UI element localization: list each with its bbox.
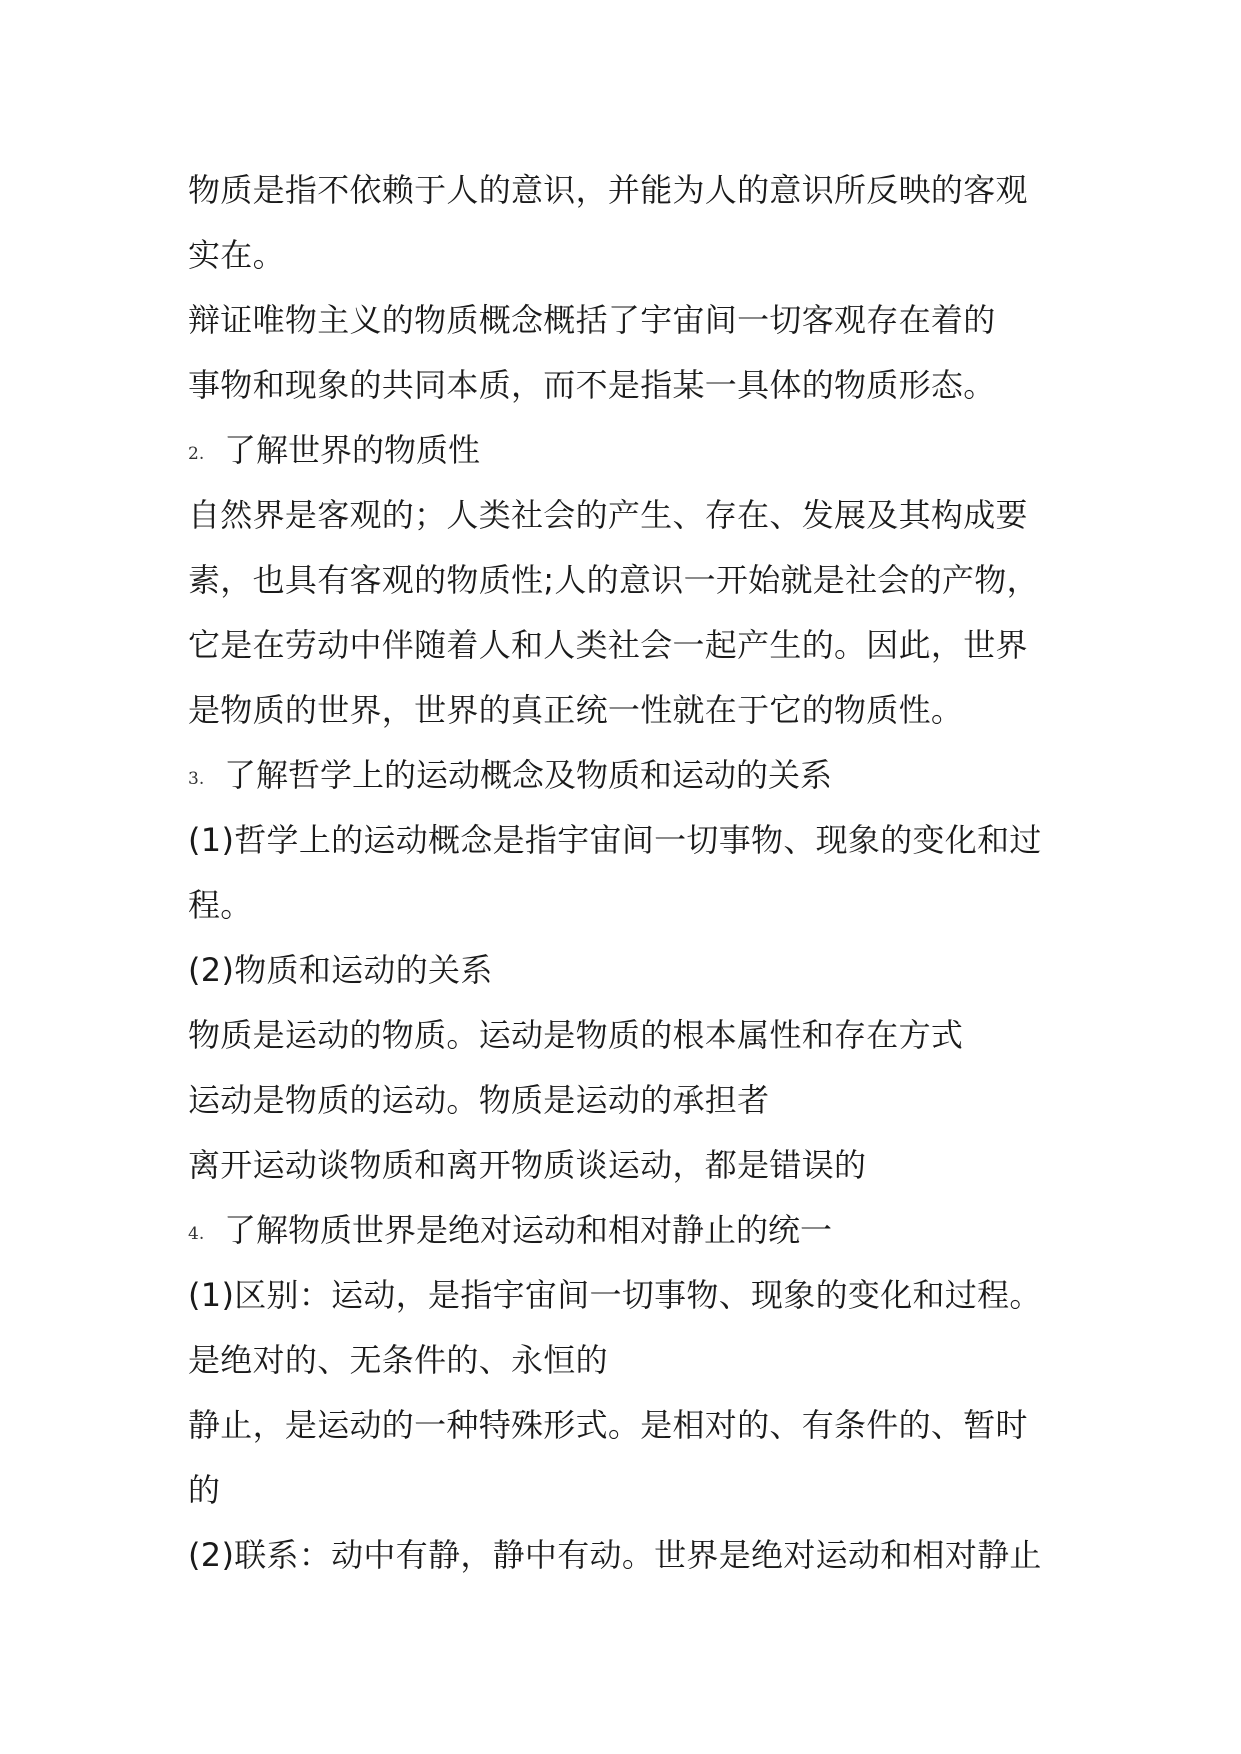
text-line: 它是在劳动中伴随着人和人类社会一起产生的。因此，世界 xyxy=(188,626,1028,664)
text-line: 是物质的世界，世界的真正统一性就在于它的物质性。 xyxy=(188,691,964,729)
text-line: 离开运动谈物质和离开物质谈运动，都是错误的 xyxy=(188,1146,867,1184)
text-line: (2)物质和运动的关系 xyxy=(188,951,493,989)
text-line: (1)区别：运动，是指宇宙间一切事物、现象的变化和过程。 xyxy=(188,1276,1042,1314)
section-number: 4. xyxy=(188,1223,205,1244)
text-line: 自然界是客观的；人类社会的产生、存在、发展及其构成要 xyxy=(188,496,1028,534)
section-title: 了解物质世界是绝对运动和相对静止的统一 xyxy=(224,1211,833,1249)
text-line: 是绝对的、无条件的、永恒的 xyxy=(188,1341,608,1379)
text-line: 物质是运动的物质。运动是物质的根本属性和存在方式 xyxy=(188,1016,964,1054)
section-title: 了解世界的物质性 xyxy=(224,431,481,469)
text-line: 的 xyxy=(188,1471,221,1509)
text-line: 运动是物质的运动。物质是运动的承担者 xyxy=(188,1081,770,1119)
text-line: 素，也具有客观的物质性;人的意识一开始就是社会的产物， xyxy=(188,561,1039,599)
text-line: 程。 xyxy=(188,886,253,924)
text-line: 事物和现象的共同本质，而不是指某一具体的物质形态。 xyxy=(188,366,996,404)
text-line: 静止，是运动的一种特殊形式。是相对的、有条件的、暂时 xyxy=(188,1406,1028,1444)
section-title: 了解哲学上的运动概念及物质和运动的关系 xyxy=(224,756,833,794)
section-heading-2 xyxy=(188,418,1068,483)
document-body xyxy=(188,158,1068,1588)
text-line: (2)联系：动中有静，静中有动。世界是绝对运动和相对静止 xyxy=(188,1536,1042,1574)
section-heading-4 xyxy=(188,1198,1068,1263)
text-line: (1)哲学上的运动概念是指宇宙间一切事物、现象的变化和过 xyxy=(188,821,1042,859)
text-line: 物质是指不依赖于人的意识，并能为人的意识所反映的客观 xyxy=(188,171,1028,209)
text-line: 辩证唯物主义的物质概念概括了宇宙间一切客观存在着的 xyxy=(188,301,996,339)
section-heading-3 xyxy=(188,743,1068,808)
section-number: 2. xyxy=(188,443,205,464)
text-line: 实在。 xyxy=(188,236,285,274)
section-number: 3. xyxy=(188,768,205,789)
